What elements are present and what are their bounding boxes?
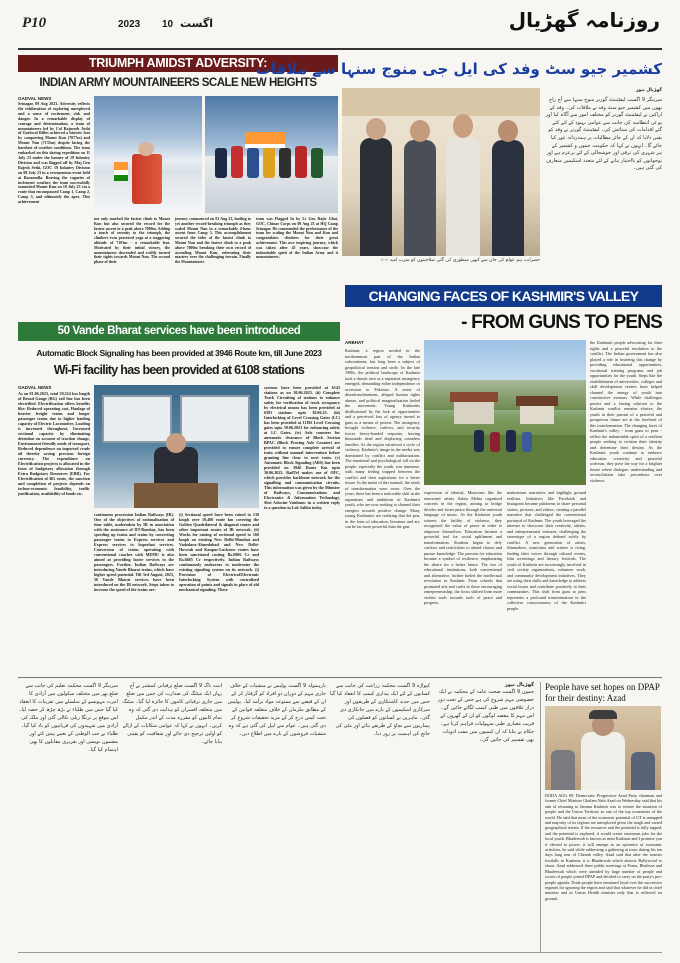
urdu-bottom-col1: سرینگر 9 اگست محکمہ تعلیم کی جانب سے ضلع بھر میں مختلف سکولوں میں آزادی کا امرت مہوتسو کے سلسلے میں تقریبات کا انعقاد کیا گیا جس میں طلباء نے بڑھ چڑھ کر حصہ لیا۔ اس موقع پر ترنگا ریلی نکالی گئی اور ملک کی آزادی میں شہیدوں کی قربانیوں کو یاد کیا گیا۔ طلباء نے حب الوطنی کے نغمے پیش کئے اور مضمون نویسی اور تقریری مقابلوں کا بھی اہتمام کیا گیا۔	[18, 683, 118, 753]
urdu-story-photo	[342, 88, 540, 256]
vande-subhead-1: Automatic Block Signaling has been provided at 3946 Route km, till June 2023	[36, 348, 322, 358]
page-number: P10	[22, 15, 47, 31]
vande-lead: As on 01.06.2023, total 59,524 km length of Broad Gauge (BG) rail line has been electrified. Electrification offers benefits like: Reduced operating cost, Haulage of heavier freight trains and longer passenger trains due to higher hauling capacity of Electric Locomotive, Loading is increased throughout, Increased sectional capacity by eliminating detention on account of traction change, Environment friendly mode of transport, Reduced dependence on imported crude oil thereby saving precious foreign currency. The expenditure on Electrification projects is allocated in the form of budgetary allocation through Extra Budgetary Resources (EBR). For Electrification of BG route, the sanction and completion of projects depends on techno-economic feasibility, traffic justification, availability of funds etc.	[18, 391, 90, 496]
urdu-story-headline: کشمیر جیو سٹ وفد کی ایل جی منوج سنہا سے ملاقات	[255, 60, 662, 78]
vande-col1	[18, 385, 90, 673]
urdu-story-body: سرینگر 9 اگست لیفٹیننٹ گورنر منوج سنہا سے آج راج بھون میں کشمیر جیو سٹ وفد نے ملاقات کی۔ وفد کے اراکین نے لیفٹیننٹ گورنر کو مختلف امور سے آگاہ کیا اور یو ٹی انتظامیہ کی جانب سے عوامی بہبود کے لئے کئے گئے اقدامات کی ستائش کی۔ لیفٹیننٹ گورنر نے وفد کو یقین دلایا کہ ان کے جائز مطالبات پر ہمدردانہ غور کیا جائے گا۔ انہوں نے کہا کہ حکومت جموں و کشمیر کے ہر شہری کی ترقی اور خوشحالی کے لئے پرعزم ہے اور نوجوانوں کو بااختیار بنانے کے لئے متعدد اسکیمیں متعارف کی گئی ہیں۔	[545, 97, 662, 172]
kashmir-col2: expression of identity. Musicians like the renowned artists Zubin Mehta organized concerts in the region, aiming to bridge divides and foster peace through the universal language of music. As the Kashmiri youth witness the futility of violence, they recognized the value of peace in order to empower themselves. Education became a powerful tool for social upliftment and transformation. Students began to defy curfews and restrictions to attend classes and pursue knowledge. The passion for education became a symbol of resilience, emphasizing the desire for a better future. The rise of educational institutions, both conventional and alternative, further fueled the intellectual revolution in Kashmir. From schools that promoted arts and crafts to those encouraging entrepreneurship, the focus shifted from more violent tools towards tools of peace and progress.	[424, 490, 502, 605]
vande-banner-title: 50 Vande Bharat services have been introduced	[57, 325, 301, 337]
azad-body: DODA AUG 09: Democratic Progressive Azad Party chairman and former Chief Minister Ghulam Nabi Azad on Wednesday said that his aim of returning to Jammu Kashmir was to restore the situation of people and the Union Territory as one of the top economies of the world. He said that most of the economic potential of UT is untapped and majority of its regions are unexplored given the tough and varied geographical terrain. If the resources and the potential is fully tapped, and the potential is explored, it would create enormous jobs for the local youth. Bhaderwah is known as mini Kashmir and I promise you if elected to power, it will emerge as an epicentre of economic activities, he said while addressing a gathering at town during his ten days long tour of Chenab valley. Azad said that after the tourists footfalls in Kashmir, it is Bhaderwah which attracts Bollywood to shoot. Azad addressed three public meetings at Pranu, Bhalessa and Bhaderwah which were attended by large number of people and scores of people joined DPAP and decided to carry on the party's pro-people agenda. Doda people have remained loyal over the successive regimes for ignoring the region and said that whatever he did as chief minister and as Union Health minister only that is reflected on ground.	[545, 793, 662, 901]
masthead-month: اگست	[180, 17, 214, 30]
kashmir-col4: the Kashmiri people advocating for their rights and a peaceful resolution to the conflict. The Indian government has also played a role in fostering this change by providing educational opportunities, vocational training programs and job opportunities for the youth. Steps like the establishment of universities, colleges and skill development centres have helped channel the energy of youth into constructive avenues. While challenges persist and a lasting solution to the Kashmir conflict remains elusive, the youth in their pursuit of a peaceful and prosperous future are at the forefront of this transformation. The changing faces of Kashmir's valley - from guns to pens - reflect the indomitable spirit of a resilient people seeking to reclaim their identity and determine their destiny. As the Kashmiri youth continue to embrace education, creativity and peaceful activism, they pave the way for a brighter future where dialogue, understanding and reconciliation take precedence over violence.	[590, 340, 662, 483]
urdu-bottom-col2: اننت ناگ 9 اگست ضلع ترقیاتی کمشنر نے آج یہاں ایک میٹنگ کی صدارت کی جس میں ضلع میں جاری ترقیاتی کاموں کا جائزہ لیا گیا۔ میٹنگ میں متعلقہ افسران کو ہدایت دی گئی کہ وہ تمام کاموں کو مقررہ مدت کے اندر مکمل کریں۔ انہوں نے کہا کہ عوامی شکایات کے ازالے کو اولین ترجیح دی جائے اور شفافیت کو یقینی بنایا جائے۔	[122, 683, 222, 745]
azad-photo	[545, 706, 661, 790]
kashmir-headline-2: - FROM GUNS TO PENS	[461, 312, 662, 333]
article1-col3: journey commenced on 01 Aug 23, leading to yet another record-breaking triumph as they scaled Mount Nun in a remarkable 4-hour ascent from Camp 3. This accomplishment secured the titles of the fastest climb to Mount Nun and the fastest climb to a peak above 7000m breaking their own record of ascending Mount Kun, reiterating their mastery over the challenging terrain. Finally the Mountaineers	[175, 217, 251, 265]
azad-headline: People have set hopes on DPAP for their destiny: Azad	[545, 682, 660, 703]
masthead-rule	[18, 48, 662, 50]
urdu-bottom-dateline: گھڑیال نیوز	[504, 682, 534, 688]
article1-col2: not only marked the fastest climb to Mount Kun but also secured the record for the fastest ascent to a peak above 7000m. Adding a touch of serenity to the triumph, the climbers even practiced yoga at a staggering altitude of 7103m - a remarkable feat. Motivated by their initial victory, the mountaineers descended and swiftly turned their sights towards Mount Nun. The second phase of their	[94, 217, 170, 265]
kashmir-photo	[424, 340, 586, 485]
article1-lead: Srinagar, 09 Aug 2023. Adversity reflects the exhilaration of exploring unexplored and a sense of excitement, risk and danger. In a remarkable display of courage and determination, a team of mountaineers led by Col Rajneesh Joshi of Garhwal Rifles achieved a historic feat by conquering Mount Kun (7077m) and Mount Nun (7135m) despite facing the harshest of weather conditions. The team embarked on this daring expedition on 11 July 23 under the banner of 19 Infantry Division and was flagged off by Maj Gen Rajesh Sethi, GOC 19 Infantry Division on 08 July 23 in a ceremonious event held at Baramulla. Braving the vagaries of inclement weather, the team successfully summited Mount Kun on 18 July 23 via a route that encompassed Camp 1, Camp 2, Camp 3, and ultimately the apex. This achievement	[18, 101, 90, 205]
urdu-bottom-col3: بارہمولہ 9 اگست پولیس نے منشیات کے خلاف جاری مہم کے دوران دو افراد کو گرفتار کر کے ان کے قبضے سے ممنوعہ مواد برآمد کیا۔ پولیس کے مطابق ملزمان کے خلاف متعلقہ قوانین کے تحت کیس درج کر کے مزید تحقیقات شروع کر دی گئی ہیں۔ عوام سے اپیل کی گئی ہے کہ وہ منشیات فروشوں کے بارے میں اطلاع دیں۔	[227, 683, 326, 737]
masthead-year: 2023	[118, 19, 141, 30]
article1-photo-main	[94, 96, 202, 213]
kashmir-col1: Kashmir, a region nestled in the northernmost part of the Indian subcontinent, has long been a subject of geopolitical tension and strife. In the late 1980s, the political landscape of Kashmir took a drastic turn as a separatist insurgency emerged, demanding either independence or accession to Pakistan. A sense of disenfranchisement, alleged human rights abuses, and political marginalization fueled the movement. Young Kashmiris disillusioned by the lack of opportunities and a perceived loss of agency turned to guns as a means of protest. The insurgency brought violence, curfews, and security forces heavy-handed response, leaving thousands dead and displacing countless families. As the region witnessed a cycle of violence, Kashmir's image in the media was dominated by conflict and militarization. The emotional and psychological toll on the people, especially the youth, was immense, with many feeling trapped between the conflict and their aspirations for a better future. In the midst of this turmoil, the seeds of transformation were sown. Over the years, there has been a noticeable shift in the aspirations and ambitions of Kashmiri youth, who are now seeking to channel their energies towards positive change. Many young Kashmiris are realizing that the pen, in the form of education, literature and art, can be far more powerful than the gun.	[345, 348, 420, 529]
footer-rule	[18, 952, 662, 953]
vande-col3: (i) Sectional speed have been raised to 130 kmph over 10,400 route km covering the Golden Quadrilateral & diagonal routes and other important routes of IR network. (ii) Works for raising of sectional speed to 160 kmph on existing New Delhi-Mumbai and Vadodara-Ahmedabad and New Delhi-Howrah and Kanpur-Lucknow routes have been sanctioned costing Rs.6806 Cr and Rs.6685 Cr respectively. Indian Railways continuously endeavors to modernize the existing signaling system on its network. (i) Provision of Electrical/Electronic Interlocking System with centralized operation of points and signals in place of old mechanical signaling. These	[179, 512, 259, 592]
vande-col2: continuous procession Indian Railways (IR). One of the objectives of rationalization of time table, undertaken by IR in association with the assistance of IIT-Bombay, has been speeding up trains and trains by converting passenger trains to Express services and Express services to Superfast services. Conversion of trains operating with conventional coaches with MEMU is also aimed at providing faster services to the passengers. Further, Indian Railways are introducing Vande Bharat trains, which have higher speed potential. Till 3rd August, 2023, 50 Vande Bharat services have been introduced on the IR network. Steps taken to increase the speed of the trains are:	[94, 512, 174, 592]
vande-subhead-2: Wi-Fi facility has been provided at 6108 stations	[53, 363, 305, 377]
urdu-story-caption: حضرات، ہم عوام کی جان سے کبھی منظوری کی گئی صلاحیتوں کو ضرب امید ☆☆	[380, 258, 540, 263]
masthead-day: 10	[162, 19, 174, 30]
masthead	[0, 0, 680, 52]
urdu-bottom-col5	[434, 682, 534, 942]
article1-col4: team was Flagged In by Lt Gen Rajiv Ghai, GOC, Chinar Corps on 09 Aug 23 at HQ Camp Srinagar. He commended the performance of the team for scaling the Mount Nun and Kun and congratulates climbers for their great achievement. This awe inspiring journey, which was taken after 45 years, showcase the indomitable spirit of the Indian Army and it mountaineers.	[256, 217, 338, 260]
article1-col1	[18, 96, 90, 312]
article1-dateline: GADVAL NEWS	[18, 96, 52, 101]
vande-banner	[18, 322, 340, 341]
vande-dateline: GADVAL NEWS	[18, 385, 52, 390]
article1-headline-1: TRIUMPH AMIDST ADVERSITY:	[88, 56, 268, 70]
article1-headline-2: INDIAN ARMY MOUNTAINEERS SCALE NEW HEIGHTS	[39, 77, 317, 89]
urdu-story-byline: گھڑیال نیوز	[635, 88, 662, 93]
kashmir-col3: mainstream narratives and highlight ground realities. Initiatives like Facebook and Instagram became platforms to share personal stories, pictures, and videos, creating a parallel narrative that challenged the conventional portrayal of Kashmir. The youth leveraged the internet to showcase their creativity, talents, and entrepreneurial ventures, challenging the stereotype of a region defined solely by conflict. A new generation of artists, filmmakers, musicians and writers is rising, finding their voices through cultural events, film screenings and literary festivals. The youth of Kashmir are increasingly involved in civil society organizations, volunteer work, and community development initiatives. They are using their skills and knowledge to address social issues and contribute positively to their communities. This shift from guns to pens represents a profound transformation in the collective consciousness of the Kashmiri people.	[507, 490, 586, 611]
kashmir-headline-1: CHANGING FACES OF KASHMIR'S VALLEY	[368, 288, 639, 304]
urdu-bottom-col4: کپواڑہ 9 اگست محکمہ زراعت کی جانب سے کسانوں کے لئے ایک بیداری کیمپ کا انعقاد کیا گیا جس میں جدید کاشتکاری کے طریقوں اور سرکاری اسکیموں کے بارے میں جانکاری دی گئی۔ ماہرین نے کسانوں کو فصلوں کی بیماریوں سے بچاؤ کے طریقے بتائے اور مٹی کی جانچ کی اہمیت پر زور دیا۔	[330, 683, 430, 737]
section-divider	[18, 677, 662, 678]
kashmir-headline-bar	[345, 285, 662, 307]
azad-article	[540, 682, 662, 952]
vande-col4: systems have been provided at 6143 stations as on 30.06.2023. (ii) Complete Track Circuiting of stations to enhance safety for verification of track occupancy by electrical means has been provided at 6381 stations upto 30.06.23. (iii) Interlocking of Level Crossing Gates (LC) has been provided at 11192 Level Crossing gates upto 30.06.2023 for enhancing safety at LC Gates. (iv) Axle counters for automatic clearance of Block Section BPAC (Block Proving Axle Counter) are provided to ensure complete arrival of train without manual intervention before granting line clear to next train. (v) Automatic Block Signaling (ABS) has been provided on 3946 Route Km upto 30.06.2023. RailTel makes use of OFC, which provides backbone network for the signalling and communication circuits. This information was given by the Minister of Railways, Communications and Electronics & Information Technology, Shri Ashwini Vaishnaw in a written reply to a question in Lok Sabha today.	[264, 385, 340, 510]
kashmir-byline: ARBHAT	[345, 340, 364, 345]
article1-photo-group	[205, 96, 338, 213]
vande-photo	[94, 385, 259, 508]
urdu-bottom-col5-text: جموں 9 اگست صحت عامہ کے محکمہ نے ایک خصوصی مہم شروع کی ہے جس کے تحت دور دراز علاقوں میں طبی کیمپ لگائے جائیں گے۔ اس مہم کا مقصد لوگوں کو ان کے گھروں کے قریب معیاری طبی سہولیات فراہم کرنا ہے۔ حکام نے بتایا کہ ان کیمپوں میں مفت ادویات بھی تقسیم کی جائیں گی۔	[437, 689, 534, 744]
paper-name: روزنامہ گھڑیال	[508, 8, 660, 32]
